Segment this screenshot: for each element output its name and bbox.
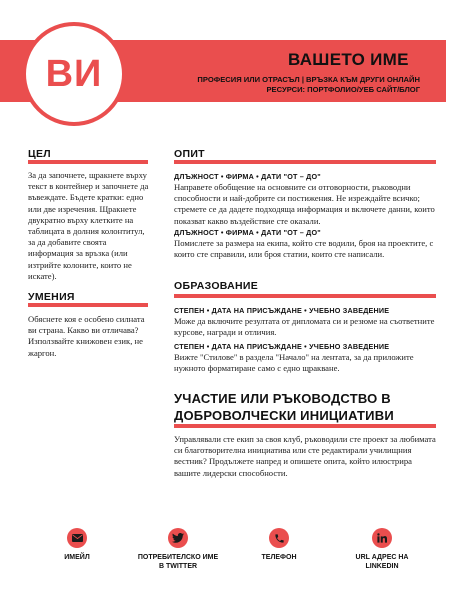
monogram-circle (22, 22, 126, 126)
header-profession-line[interactable]: ПРОФЕСИЯ ИЛИ ОТРАСЪЛ | ВРЪЗКА КЪМ ДРУГИ ОНЛАЙН (197, 75, 420, 84)
contact-phone-line1: ТЕЛЕФОН (261, 554, 297, 561)
email-icon (67, 528, 87, 548)
experience-item-role[interactable]: ДЛЪЖНОСТ • ФИРМА • ДАТИ "ОТ – ДО" (174, 172, 321, 181)
contact-email-line1: ИМЕЙЛ (64, 554, 90, 561)
header-name[interactable]: ВАШЕТО ИМЕ (288, 50, 409, 69)
contact-email-label[interactable] (32, 553, 122, 562)
contact-linkedin-label[interactable] (337, 553, 427, 571)
contact-phone-label[interactable] (234, 553, 324, 562)
contact-linkedin-line1: URL АДРЕС НА (355, 554, 409, 561)
objective-rule (28, 160, 148, 164)
skills-rule (28, 303, 148, 307)
education-title[interactable]: ОБРАЗОВАНИЕ (174, 280, 259, 292)
education-item-role[interactable]: СТЕПЕН • ДАТА НА ПРИСЪЖДАНЕ • УЧЕБНО ЗАВЕДЕНИЕ (174, 342, 390, 351)
experience-item-role[interactable]: ДЛЪЖНОСТ • ФИРМА • ДАТИ "ОТ – ДО" (174, 228, 321, 237)
twitter-icon (168, 528, 188, 548)
objective-title[interactable]: ЦЕЛ (28, 148, 51, 160)
volunteer-rule (174, 424, 436, 428)
volunteer-text[interactable]: Управлявали сте екип за своя клуб, ръководили сте проект за любимата си благотворителна инициатива или сте редактирали училищния вестник? Продължете напред и опишете опита, който илюстрира вашите лидерски способности. (174, 434, 436, 478)
skills-title[interactable]: УМЕНИЯ (28, 291, 75, 303)
education-item-text[interactable]: Може да включите резултата от дипломата си и резюме на съответните курсове, награди и отличия. (174, 316, 435, 338)
education-item-role[interactable]: СТЕПЕН • ДАТА НА ПРИСЪЖДАНЕ • УЧЕБНО ЗАВЕДЕНИЕ (174, 306, 390, 315)
volunteer-title-line2[interactable]: ДОБРОВОЛЧЕСКИ ИНИЦИАТИВИ (174, 408, 394, 423)
skills-text[interactable]: Обяснете коя е особено силната ви страна. Какво ви отличава? Използвайте книжовен език, не жаргон. (28, 314, 145, 358)
contact-linkedin-line2: LINKEDIN (365, 563, 399, 570)
education-rule (174, 294, 436, 298)
linkedin-icon (372, 528, 392, 548)
experience-item-text[interactable]: Помислете за размера на екипа, който сте водили, броя на проектите, с които сте справили, или броя статии, които сте написали. (174, 238, 434, 260)
monogram-initials[interactable]: ВИ (45, 52, 103, 95)
phone-icon (269, 528, 289, 548)
contact-twitter-label[interactable] (133, 553, 223, 571)
experience-title[interactable]: ОПИТ (174, 148, 205, 160)
education-item-text[interactable]: Вижте "Стилове" в раздела "Начало" на лентата, за да приложите нужното форматиране само с едно щракване. (174, 352, 414, 374)
objective-text[interactable]: За да започнете, щракнете върху текст в контейнер и започнете да въвеждате. Бъдете кратки: едно или две изречения. Щракнете двукратно върху клетките на таблицата в долния колонтитул, за да добавите своята информация за връзка (или изтрийте колоните, които не искате). (28, 170, 149, 281)
experience-item-text[interactable]: Направете обобщение на основните си отговорности, ръководни способности и най-добрите си постижения. Не изреждайте всичко; стремете се да дадете подходяща информация и включете данни, които показват какво въздействие сте оказали. (174, 182, 435, 226)
contact-twitter-line2: В TWITTER (158, 563, 198, 570)
volunteer-title-line1[interactable]: УЧАСТИЕ ИЛИ РЪКОВОДСТВО В (174, 391, 391, 406)
contact-twitter-line1: ПОТРЕБИТЕЛСКО ИМЕ (137, 554, 219, 561)
experience-rule (174, 160, 436, 164)
header-links-line[interactable]: РЕСУРСИ: ПОРТФОЛИО/УЕБ САЙТ/БЛОГ (266, 85, 420, 94)
